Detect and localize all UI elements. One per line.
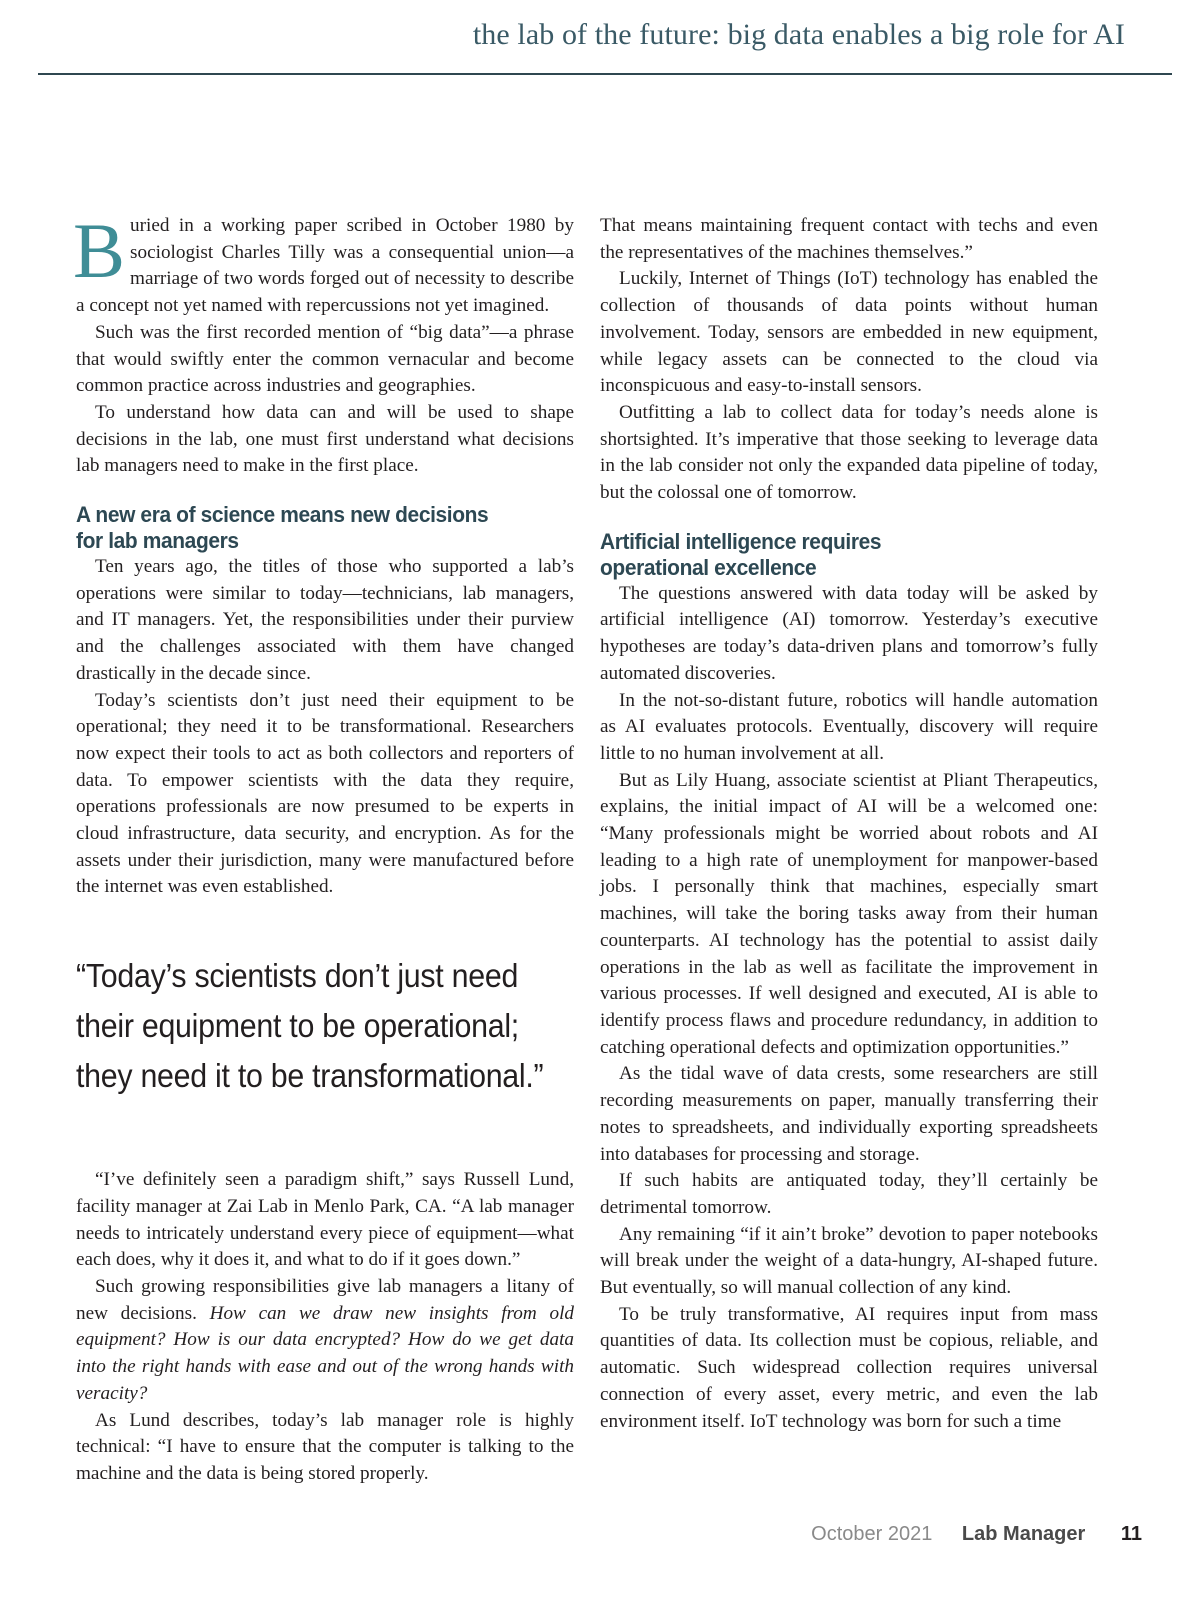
paragraph: As the tidal wave of data crests, some researchers are still recording measurements on paper, manually transferring their notes to spreadsheets, and individually exporting spreadsheets into databases for processing and storage. — [600, 1063, 1098, 1165]
paragraph: Outfitting a lab to collect data for today’s needs alone is shortsighted. It’s imperative that those seeking to leverage data in the lab consider not only the expanded data pipeline of today, but the colossal one of tomorrow. — [600, 401, 1098, 504]
left-column — [73, 207, 574, 1488]
italic-questions: How can we draw new insights from old equipment? How is our data encrypted? How do we get data into the right hands with ease and out of the wrong hands with veracity? — [76, 1302, 574, 1404]
issue-date: October 2021 — [811, 1523, 933, 1545]
paragraph: But as Lily Huang, associate scientist at Pliant Therapeutics, explains, the initial impact of AI will be a welcomed one: “Many professionals might be worried about robots and AI leading to a high rate of unemployment for manpower-based jobs. I personally think that machines, especially smart machines, will take the boring tasks away from their human counterparts. AI technology has the potential to assist daily operations in the lab as well as facilitate the improvement in various processes. If well designed and executed, AI is able to identify process flaws and procedure redundancy, in addition to catching operational defects and optimization opportunities.” — [600, 769, 1098, 1058]
page-footer — [811, 1523, 1142, 1546]
right-column — [600, 213, 1098, 1435]
paragraph: In the not-so-distant future, robotics will handle automation as AI evaluates protocols. Eventually, discovery will require little to no human involvement at all. — [600, 689, 1098, 764]
paragraph: Ten years ago, the titles of those who supported a lab’s operations were similar to today—technicians, lab managers, and IT managers. Yet, the responsibilities under their purview and the challenges associated with them have changed drastically in the decade since. — [76, 556, 574, 684]
paragraph: To be truly transformative, AI requires input from mass quantities of data. Its collection must be copious, reliable, and automatic. Such widespread collection requires universal connection of every asset, every metric, and even the lab environment itself. IoT technology was born for such a time — [600, 1303, 1098, 1432]
running-header: the lab of the future: big data enables a big role for AI — [472, 18, 1125, 51]
page-number: 11 — [1120, 1523, 1142, 1545]
section-heading-line: A new era of science means new decisions — [76, 502, 489, 528]
section-heading-line: Artificial intelligence requires — [600, 528, 882, 554]
paragraph: To understand how data can and will be used to shape decisions in the lab, one must first understand what decisions lab managers need to make in the first place. — [76, 401, 574, 477]
paragraph: Such was the first recorded mention of “big data”—a phrase that would swiftly enter the common vernacular and become common practice across industries and geographies. — [76, 321, 574, 397]
section-heading — [76, 502, 560, 554]
pull-quote-line: “Today’s scientists don’t just need — [76, 957, 519, 995]
drop-cap: B — [73, 207, 126, 294]
opening-paragraph-text: uried in a working paper scribed in October 1980 by sociologist Charles Tilly was a consequential union—a marriage of two words forged out of necessity to describe a concept not yet named with repercussions not yet imagined. — [76, 215, 574, 317]
pull-quote-line: their equipment to be operational; — [76, 1007, 519, 1045]
paragraph: As Lund describes, today’s lab manager role is highly technical: “I have to ensure that the computer is talking to the machine and the data is being stored properly. — [76, 1409, 574, 1484]
paragraph: The questions answered with data today will be asked by artificial intelligence (AI) tomorrow. Yesterday’s executive hypotheses are today’s data-driven plans and tomorrow’s fully automated discoveries. — [600, 582, 1098, 684]
header-divider — [38, 73, 1172, 75]
magazine-name: Lab Manager — [961, 1523, 1086, 1545]
paragraph: That means maintaining frequent contact with techs and even the representatives of the machines themselves.” — [600, 215, 1098, 263]
paragraph: Luckily, Internet of Things (IoT) technology has enabled the collection of thousands of data points without human involvement. Today, sensors are embedded in new equipment, while legacy assets can be connected to the cloud via inconspicuous and easy-to-install sensors. — [600, 268, 1098, 397]
paragraph: “I’ve definitely seen a paradigm shift,” says Russell Lund, facility manager at Zai Lab in Menlo Park, CA. “A lab manager needs to intricately understand every piece of equipment—what each does, why it does it, and what to do if it goes down.” — [76, 1169, 574, 1271]
pull-quote-line: they need it to be transformational.” — [76, 1057, 544, 1095]
section-heading — [600, 529, 1084, 581]
paragraph: If such habits are antiquated today, they’ll certainly be detrimental tomorrow. — [600, 1170, 1098, 1218]
section-heading-line: for lab managers — [76, 528, 239, 554]
opening-paragraph — [73, 207, 574, 320]
section-heading-line: operational excellence — [600, 554, 817, 580]
paragraph-text: Such growing responsibilities give lab managers a litany of new decisions. — [76, 1275, 574, 1324]
paragraph-with-questions — [76, 1274, 574, 1408]
paragraph: Any remaining “if it ain’t broke” devotion to paper notebooks will break under the weight of a data-hungry, AI-shaped future. But eventually, so will manual collection of any kind. — [600, 1223, 1098, 1299]
paragraph: Today’s scientists don’t just need their equipment to be operational; they need it to be transformational. Researchers now expect their tools to act as both collectors and reporters of data. To empower scientists with the data they require, operations professionals are now presumed to be experts in cloud infrastructure, data security, and encryption. As for the assets under their jurisdiction, many were manufactured before the internet was even established. — [76, 689, 574, 898]
pull-quote — [76, 951, 577, 1101]
